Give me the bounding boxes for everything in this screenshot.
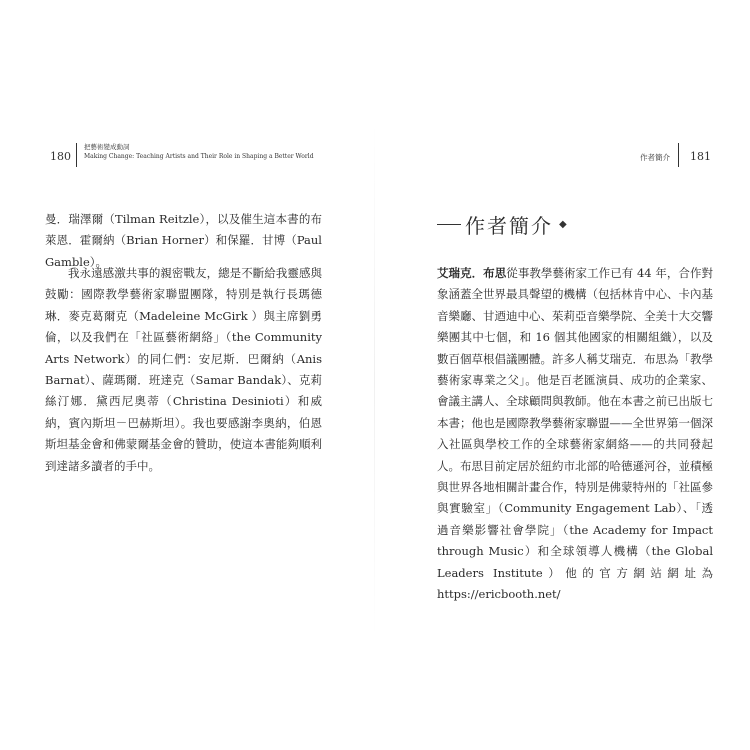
running-title: [84, 142, 314, 162]
right-page-number: 181: [690, 150, 711, 163]
author-bio-paragraph: [437, 263, 713, 606]
left-page-number: 180: [50, 150, 71, 163]
running-title-zh: 把藝術變成動詞: [84, 143, 130, 151]
chapter-label: 作者簡介: [640, 153, 670, 162]
diamond-icon: ◆: [559, 218, 567, 230]
section-title: 作者簡介: [465, 213, 553, 238]
heading-rule: [437, 224, 461, 225]
right-header-divider: [678, 143, 679, 167]
author-name: 艾瑞克．布思: [437, 266, 507, 280]
right-page: [375, 0, 750, 750]
running-title-en: Making Change: Teaching Artists and Their Role in Shaping a Better World: [84, 153, 314, 160]
section-heading: [437, 210, 567, 238]
acknowledgement-paragraph-2: 我永遠感激共事的親密戰友，總是不斷給我靈感與鼓勵：國際教學藝術家聯盟團隊，特別是執行長瑪德琳．麥克葛爾克（Madeleine McGirk ）與主席劉勇倫，以及我們在「社區藝術網絡」（the Community Arts Network）的同仁們：安尼斯．巴爾納（Anis Barnat）、薩瑪爾．班達克（Samar Bandak）、克莉絲汀娜．黛西尼奧蒂（Christina Desinioti）和威納，賓內斯坦－巴赫斯坦）。我也要感謝李奧納，伯恩斯坦基金會和佛蒙爾基金會的贊助，使這本書能夠順利到達諸多讀者的手中。: [45, 266, 322, 473]
acknowledgement-paragraph-1: 曼．瑞澤爾（Tilman Reitzle），以及催生這本書的布萊恩．霍爾納（Brian Horner）和保羅．甘博（Paul Gamble）。: [45, 212, 322, 269]
author-bio-text: 從事教學藝術家工作已有 44 年，合作對象涵蓋全世界最具聲望的機構（包括林肯中心、卡內基音樂廳、甘迺迪中心、茱莉亞音樂學院、全美十大交響樂團其中七個，和 16 個其他國家的相關組織），以及數百個草根倡議團體。許多人稱艾瑞克．布思為「教學藝術家專業之父」。他是百老匯演員、成功的企業家、會議主講人、全球顧問與教師。他在本書之前已出版七本書；他也是國際教學藝術家聯盟——全世界第一個深入社區與學校工作的全球藝術家網絡——的共同發起人。布思目前定居於紐約市北部的哈德遜河谷，並積極與世界各地相關計畫合作，特別是佛蒙特州的「社區參與實驗室」（Community Engagement Lab）、「透過音樂影響社會學院」（the Academy for Impact through Music）和全球領導人機構（the Global Leaders Institute）他的官方網站網址為 https://ericbooth.net/: [437, 266, 713, 602]
left-header-divider: [76, 143, 77, 167]
